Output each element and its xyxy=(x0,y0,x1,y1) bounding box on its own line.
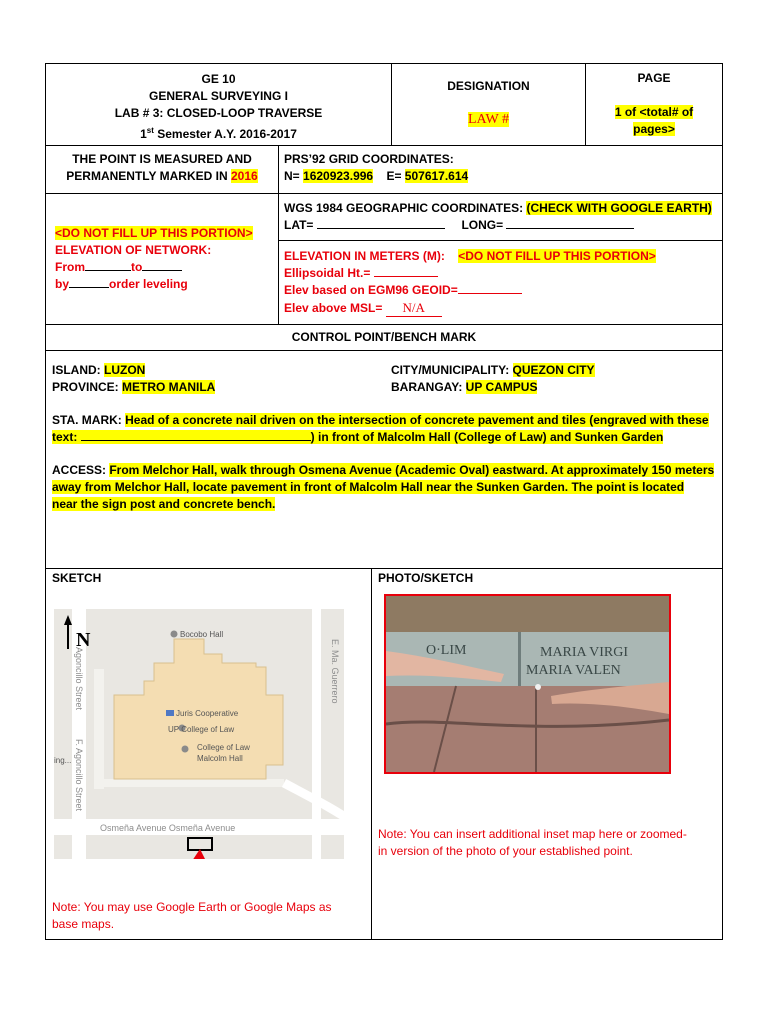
map-label-ing: ing... xyxy=(54,756,72,765)
barangay-value: UP CAMPUS xyxy=(465,380,538,394)
photo-note: Note: You can insert additional inset map here or zoomed- in version of the photo of your established point. xyxy=(378,827,687,858)
island-province-block: ISLAND: LUZON PROVINCE: METRO MANILA xyxy=(52,363,216,394)
street-label-agoncillo: Agoncillo Street xyxy=(74,647,84,711)
sketch-map xyxy=(54,609,363,859)
measured-year-block: THE POINT IS MEASURED AND PERMANENTLY MARKED IN 2016 xyxy=(66,152,258,183)
measured-year: 2016 xyxy=(230,169,258,183)
course-code: GE 10 xyxy=(201,72,236,86)
designation-value-wrap xyxy=(392,112,585,128)
designation-label: DESIGNATION xyxy=(447,79,530,93)
page-label: PAGE xyxy=(637,71,671,85)
engraving-3: MARIA VALEN xyxy=(526,663,621,678)
engraving-2: MARIA VIRGI xyxy=(540,645,629,660)
msl-value: N/A xyxy=(386,299,442,317)
long-field xyxy=(506,228,634,229)
engraving-1: O·LIM xyxy=(426,643,467,658)
lat-field xyxy=(317,228,445,229)
bench-mark-photo xyxy=(384,594,671,774)
control-point-title: CONTROL POINT/BENCH MARK xyxy=(291,330,477,344)
map-label-malcolm-hall: Malcolm Hall xyxy=(197,754,243,763)
map-label-juris: Juris Cooperative xyxy=(176,709,239,718)
city-value: QUEZON CITY xyxy=(512,363,595,377)
island-value: LUZON xyxy=(104,363,146,377)
designation-value: LAW # xyxy=(467,112,509,127)
wgs-block: WGS 1984 GEOGRAPHIC COORDINATES: (CHECK WITH GOOGLE EARTH) LAT= LONG= xyxy=(284,201,712,232)
map-label-college-law: College of Law xyxy=(197,743,250,752)
photo-drawing xyxy=(386,596,669,772)
sketch-label: SKETCH xyxy=(52,571,102,585)
street-label-f-agoncillo: F. Agoncillo Street xyxy=(74,739,84,812)
street-label-osmena: Osmeña Avenue Osmeña Avenue xyxy=(100,823,236,833)
course-subject: GENERAL SURVEYING I xyxy=(149,89,288,103)
map-label-up-college-law: UP College of Law xyxy=(168,725,235,734)
prs92-block: PRS’92 GRID COORDINATES: N= 1620923.996 E= 507617.614 xyxy=(284,151,714,185)
page-value: 1 of <total# of pages> xyxy=(614,105,694,136)
map-drawing xyxy=(54,609,363,859)
northing-value: 1620923.996 xyxy=(303,169,374,183)
access-block: ACCESS: From Melchor Hall, walk through Osmena Avenue (Academic Oval) eastward. At approximately 150 meters away from Melchor Hall, locate pavement in front of Malcolm Hall near the Sunken Garden. The point is located near the sign post and concrete bench. xyxy=(52,463,715,511)
lab-title: LAB # 3: CLOSED-LOOP TRAVERSE xyxy=(114,106,323,120)
photo-label: PHOTO/SKETCH xyxy=(378,571,474,585)
sketch-note: Note: You may use Google Earth or Google Maps as base maps. xyxy=(52,900,332,931)
north-label: N xyxy=(76,629,91,651)
semester: 1st Semester A.Y. 2016-2017 xyxy=(140,126,297,141)
province-value: METRO MANILA xyxy=(122,380,216,394)
elevation-meters-block: ELEVATION IN METERS (M): <DO NOT FILL UP THIS PORTION> Ellipsoidal Ht.= Elev based on EGM96 GEOID= Elev above MSL= N/A xyxy=(284,249,656,315)
street-label-guerrero: E. Ma. Guerrero xyxy=(330,639,340,704)
elevation-network-block: <DO NOT FILL UP THIS PORTION> ELEVATION OF NETWORK: From to by order leveling xyxy=(55,226,253,291)
map-label-bocobo: Bocobo Hall xyxy=(180,630,224,639)
easting-value: 507617.614 xyxy=(404,169,469,183)
prs92-label: PRS’92 GRID COORDINATES: xyxy=(284,152,454,166)
station-mark-block: STA. MARK: Head of a concrete nail driven on the intersection of concrete pavement and tiles (engraved with these text: ) in front of Malcolm Hall (College of Law) and Sunken Garden xyxy=(52,413,709,444)
course-header xyxy=(46,71,391,143)
city-barangay-block: CITY/MUNICIPALITY: QUEZON CITY BARANGAY: UP CAMPUS xyxy=(391,363,595,394)
